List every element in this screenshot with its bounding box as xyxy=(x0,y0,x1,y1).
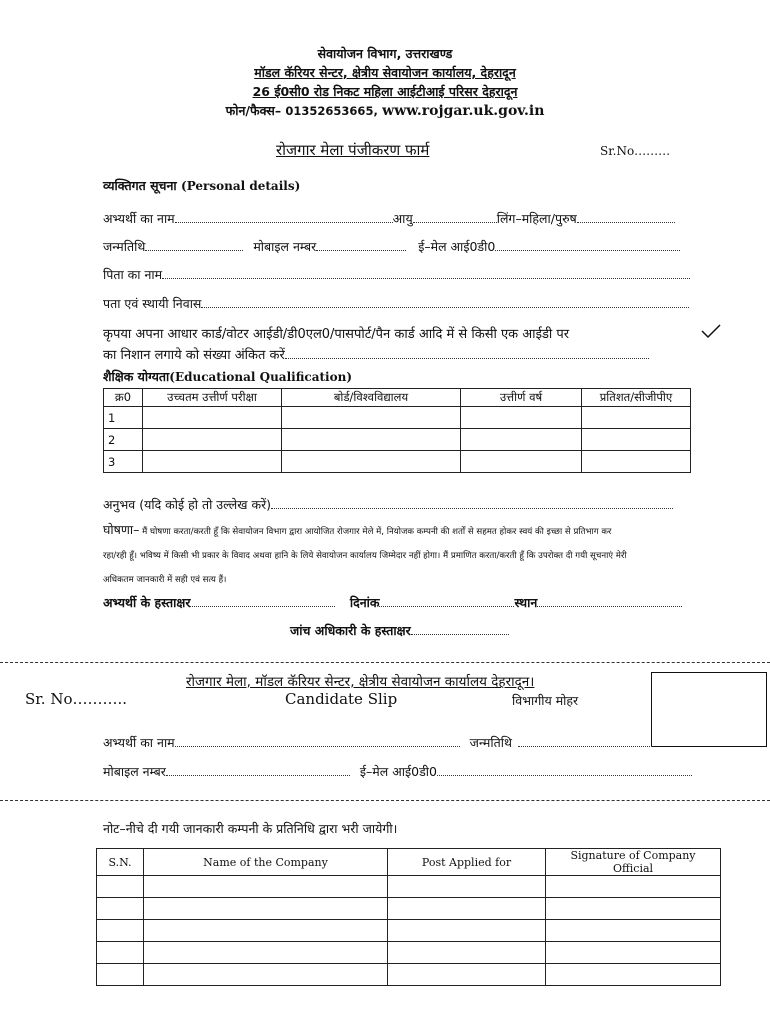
candidate-signature-label: अभ्यर्थी के हस्ताक्षर xyxy=(103,595,191,610)
form-title: रोजगार मेला पंजीकरण फार्म xyxy=(276,141,430,159)
education-header-row xyxy=(104,389,691,407)
row-number: 3 xyxy=(104,451,143,473)
slip-mobile-row xyxy=(103,763,692,780)
officer-signature-field[interactable] xyxy=(411,624,509,635)
col-post-applied: Post Applied for xyxy=(388,849,546,876)
year-cell[interactable] xyxy=(461,429,582,451)
signature-cell[interactable] xyxy=(546,876,721,898)
company-header-row xyxy=(97,849,721,876)
row-number: 2 xyxy=(104,429,143,451)
col-percent: प्रतिशत/सीजीपीए xyxy=(582,389,691,407)
personal-heading-hi: व्यक्तिगत सूचना xyxy=(103,178,177,193)
slip-email-field[interactable] xyxy=(437,765,692,776)
board-cell[interactable] xyxy=(282,429,461,451)
declaration-text-3: अधिकतम जानकारी में सही एवं सत्य हैं। xyxy=(103,575,227,585)
candidate-slip-label: Candidate Slip xyxy=(285,690,398,708)
slip-dob-label: जन्मतिथि xyxy=(469,735,512,750)
stamp-box xyxy=(651,672,767,747)
table-row xyxy=(97,942,721,964)
signature-cell[interactable] xyxy=(546,964,721,986)
slip-mobile-field[interactable] xyxy=(166,765,350,776)
sn-cell[interactable] xyxy=(97,920,144,942)
dept-name: सेवायोजन विभाग, उत्तराखण्ड xyxy=(317,46,453,61)
dob-label: जन्मतिथि xyxy=(103,239,146,254)
table-row xyxy=(97,898,721,920)
post-cell[interactable] xyxy=(388,920,546,942)
education-heading xyxy=(103,368,352,385)
father-label: पिता का नाम xyxy=(103,267,163,282)
post-cell[interactable] xyxy=(388,876,546,898)
gender-label: लिंग–महिला/पुरुष xyxy=(496,211,577,226)
office-name: मॉडल कॅरियर सेन्टर, क्षेत्रीय सेवायोजन कार्यालय, देहरादून xyxy=(254,65,516,80)
row-number: 1 xyxy=(104,407,143,429)
name-field[interactable] xyxy=(175,212,393,223)
name-row xyxy=(103,210,675,227)
officer-row xyxy=(290,622,509,639)
website-link[interactable]: www.rojgar.uk.gov.in xyxy=(382,103,545,119)
place-field[interactable] xyxy=(537,596,682,607)
table-row xyxy=(97,876,721,898)
signature-cell[interactable] xyxy=(546,920,721,942)
company-note: नोट–नीचे दी गयी जानकारी कम्पनी के प्रतिनिधि द्वारा भरी जायेगी। xyxy=(103,821,398,836)
declaration xyxy=(103,518,703,592)
name-label: अभ्यर्थी का नाम xyxy=(103,211,175,226)
percent-cell[interactable] xyxy=(582,451,691,473)
table-row xyxy=(104,451,691,473)
col-exam: उच्चतम उत्तीर्ण परीक्षा xyxy=(143,389,282,407)
stamp-label: विभागीय मोहर xyxy=(512,693,579,708)
col-company-sn: S.N. xyxy=(97,849,144,876)
mobile-label: मोबाइल नम्बर xyxy=(253,239,317,254)
sn-cell[interactable] xyxy=(97,876,144,898)
sn-cell[interactable] xyxy=(97,942,144,964)
slip-mobile-label: मोबाइल नम्बर xyxy=(103,764,166,779)
declaration-text-1: मैं घोषणा करता/करती हूँ कि सेवायोजन विभाग द्वारा आयोजित रोजगार मेले में, नियोजक कम्पनी की शर्तों से सहमत होकर स्वयं की इच्छा से प्रतिभाग कर xyxy=(142,527,612,537)
experience-row xyxy=(103,496,673,513)
sn-cell[interactable] xyxy=(97,898,144,920)
father-row xyxy=(103,266,690,283)
post-cell[interactable] xyxy=(388,942,546,964)
phone-number: 01352653665, xyxy=(285,104,378,118)
checkmark-icon xyxy=(700,323,722,339)
slip-name-field[interactable] xyxy=(175,736,460,747)
table-row xyxy=(97,920,721,942)
date-label: दिनांक xyxy=(349,595,380,610)
father-field[interactable] xyxy=(162,268,690,279)
dob-field[interactable] xyxy=(145,240,243,251)
year-cell[interactable] xyxy=(461,407,582,429)
company-cell[interactable] xyxy=(144,920,388,942)
gender-field[interactable] xyxy=(577,212,675,223)
board-cell[interactable] xyxy=(282,451,461,473)
education-heading-en: (Educational Qualification) xyxy=(169,370,353,384)
board-cell[interactable] xyxy=(282,407,461,429)
age-field[interactable] xyxy=(413,212,497,223)
cut-line-top xyxy=(0,662,770,663)
slip-email-label: ई–मेल आई0डी0 xyxy=(359,764,437,779)
office-address: 26 ई0सी0 रोड निकट महिला आईटीआई परिसर देहरादून xyxy=(252,84,518,99)
post-cell[interactable] xyxy=(388,898,546,920)
address-row xyxy=(103,295,689,312)
candidate-signature-field[interactable] xyxy=(190,596,335,607)
signature-cell[interactable] xyxy=(546,898,721,920)
company-cell[interactable] xyxy=(144,898,388,920)
slip-title: रोजगार मेला, मॉडल कॅरियर सेन्टर, क्षेत्रीय सेवायोजन कार्यालय देहरादून। xyxy=(186,674,535,690)
slip-name-row xyxy=(103,734,652,751)
phone-label: फोन/फैक्स– xyxy=(225,103,282,118)
table-row xyxy=(104,429,691,451)
id-line1: कृपया अपना आधार कार्ड/वोटर आईडी/डी0एल0/पासपोर्ट/पैन कार्ड आदि में से किसी एक आईडी पर xyxy=(103,327,570,342)
exam-cell[interactable] xyxy=(143,429,282,451)
experience-label: अनुभव (यदि कोई हो तो उल्लेख करें) xyxy=(103,497,272,512)
post-cell[interactable] xyxy=(388,964,546,986)
id-line2: का निशान लगाये को संख्या अंकित करें xyxy=(103,348,285,363)
email-label: ई–मेल आई0डी0 xyxy=(418,239,496,254)
table-row xyxy=(104,407,691,429)
slip-sr-no: Sr. No……….. xyxy=(25,690,128,708)
table-row xyxy=(97,964,721,986)
education-heading-hi: शैक्षिक योग्यता xyxy=(103,369,170,384)
col-year: उत्तीर्ण वर्ष xyxy=(461,389,582,407)
dob-row xyxy=(103,238,680,255)
exam-cell[interactable] xyxy=(143,407,282,429)
signature-cell[interactable] xyxy=(546,942,721,964)
personal-heading xyxy=(103,177,300,194)
id-number-field[interactable] xyxy=(285,348,649,359)
col-sn: क्र0 xyxy=(104,389,143,407)
sn-cell[interactable] xyxy=(97,964,144,986)
age-label: आयु xyxy=(392,211,413,226)
year-cell[interactable] xyxy=(461,451,582,473)
col-board: बोर्ड/विश्वविद्यालय xyxy=(282,389,461,407)
personal-heading-en: (Personal details) xyxy=(181,179,301,193)
place-label: स्थान xyxy=(514,595,538,610)
cut-line-bottom xyxy=(0,800,770,801)
company-cell[interactable] xyxy=(144,876,388,898)
officer-signature-label: जांच अधिकारी के हस्ताक्षर xyxy=(290,623,411,638)
declaration-text-2: रहा/रही हूँ। भविष्य में किसी भी प्रकार के विवाद अथवा हानि के लिये सेवायोजन कार्यालय जिम्मेदार नहीं होगा। मैं प्रमाणित करता/करती हूँ कि उपरोक्त दी गयी सूचनाएं मेरी xyxy=(103,551,627,561)
col-official-signature: Signature of Company Official xyxy=(546,849,721,876)
education-table xyxy=(103,388,691,473)
form-sr-no: Sr.No……… xyxy=(600,144,671,158)
id-row2 xyxy=(103,345,649,363)
mobile-field[interactable] xyxy=(316,240,406,251)
email-field[interactable] xyxy=(495,240,680,251)
percent-cell[interactable] xyxy=(582,429,691,451)
exam-cell[interactable] xyxy=(143,451,282,473)
declaration-label: घोषणा– xyxy=(103,522,140,537)
slip-name-label: अभ्यर्थी का नाम xyxy=(103,735,175,750)
col-company-name: Name of the Company xyxy=(144,849,388,876)
contact-line xyxy=(0,102,770,119)
company-table xyxy=(96,848,721,986)
slip-dob-field[interactable] xyxy=(518,736,652,747)
address-label: पता एवं स्थायी निवास xyxy=(103,296,202,311)
address-field[interactable] xyxy=(201,297,689,308)
experience-field[interactable] xyxy=(271,498,673,509)
percent-cell[interactable] xyxy=(582,407,691,429)
signature-row xyxy=(103,594,682,611)
company-cell[interactable] xyxy=(144,942,388,964)
date-field[interactable] xyxy=(379,596,514,607)
company-cell[interactable] xyxy=(144,964,388,986)
